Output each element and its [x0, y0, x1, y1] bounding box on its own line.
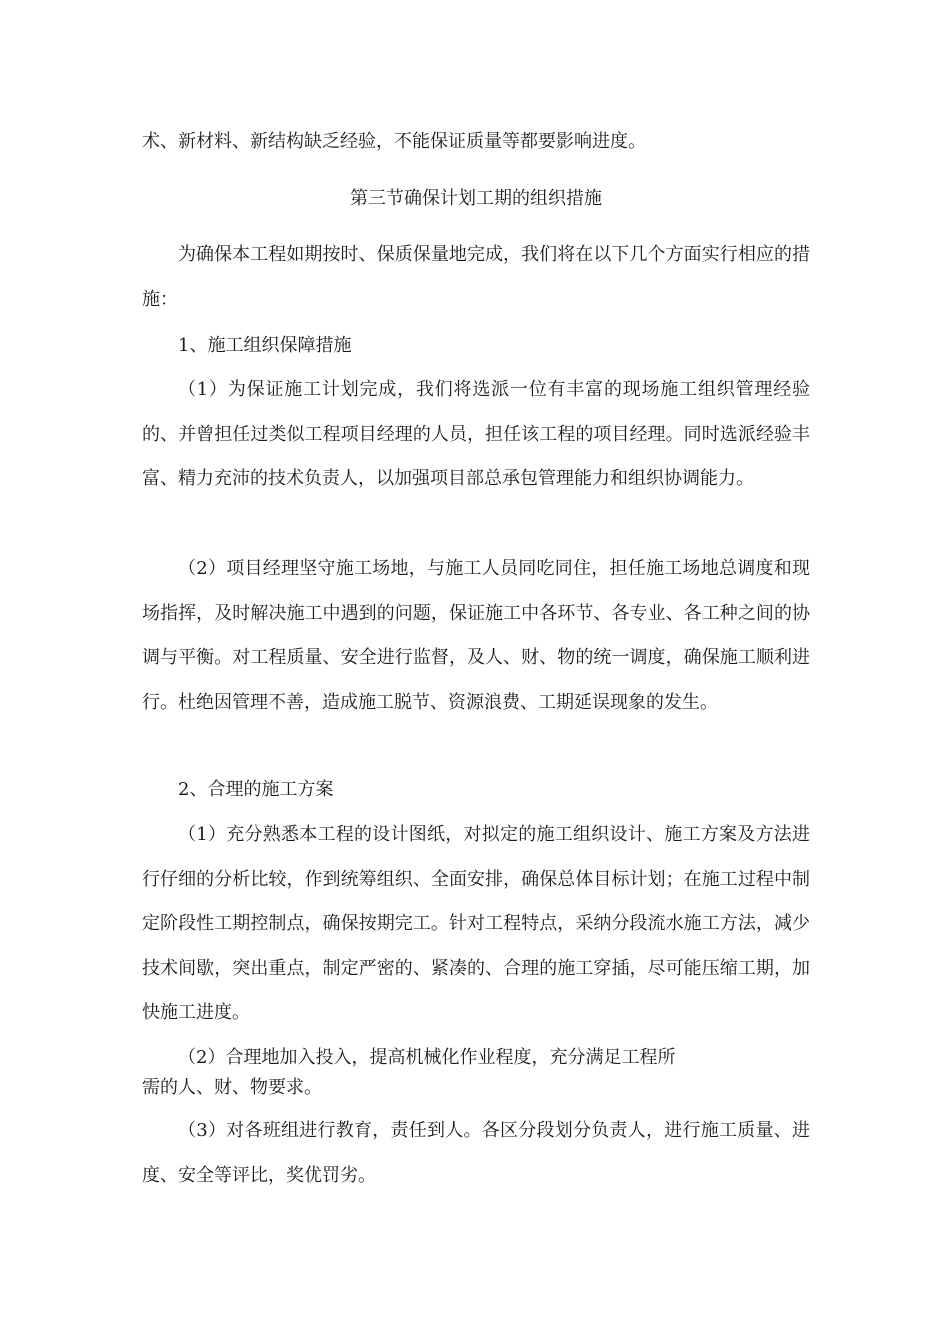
intro-paragraph: 为确保本工程如期按时、保质保量地完成，我们将在以下几个方面实行相应的措施：	[142, 244, 810, 310]
part2-item2-paragraph	[142, 1043, 810, 1103]
part1-item2-paragraph: （2）项目经理坚守施工场地，与施工人员同吃同住，担任施工场地总调度和现场指挥，及时解决施工中遇到的问题，保证施工中各环节、各专业、各工种之间的协调与平衡。对工程质量、安全进行监督，及人、财、物的统一调度，确保施工顺利进行。杜绝因管理不善，造成施工脱节、资源浪费、工期延误现象的发生。	[142, 558, 810, 713]
part2-item2-line1: （2）合理地加入投入，提高机械化作业程度，充分满足工程所	[178, 1047, 676, 1068]
part2-item1-paragraph: （1）充分熟悉本工程的设计图纸，对拟定的施工组织设计、施工方案及方法进行仔细的分析比较，作到统筹组织、全面安排，确保总体目标计划；在施工过程中制定阶段性工期控制点，确保按期完工。针对工程特点，采纳分段流水施工方法，减少技术间歇，突出重点，制定严密的、紧凑的、合理的施工穿插，尽可能压缩工期，加快施工进度。	[142, 824, 810, 1024]
part1-title: 1、施工组织保障措施	[178, 335, 352, 356]
part2-title: 2、合理的施工方案	[178, 779, 334, 800]
part2-item3-paragraph: （3）对各班组进行教育，责任到人。各区分段划分负责人，进行施工质量、进度、安全等评比，奖优罚劣。	[142, 1120, 810, 1186]
part1-item1-paragraph: （1）为保证施工计划完成，我们将选派一位有丰富的现场施工组织管理经验的、并曾担任过类似工程项目经理的人员，担任该工程的项目经理。同时选派经验丰富、精力充沛的技术负责人，以加强项目部总承包管理能力和组织协调能力。	[142, 379, 810, 490]
part2-item2-line2: 需的人、财、物要求。	[142, 1077, 322, 1098]
section-title: 第三节确保计划工期的组织措施	[350, 188, 602, 209]
continuation-paragraph: 术、新材料、新结构缺乏经验，不能保证质量等都要影响进度。	[142, 131, 646, 152]
